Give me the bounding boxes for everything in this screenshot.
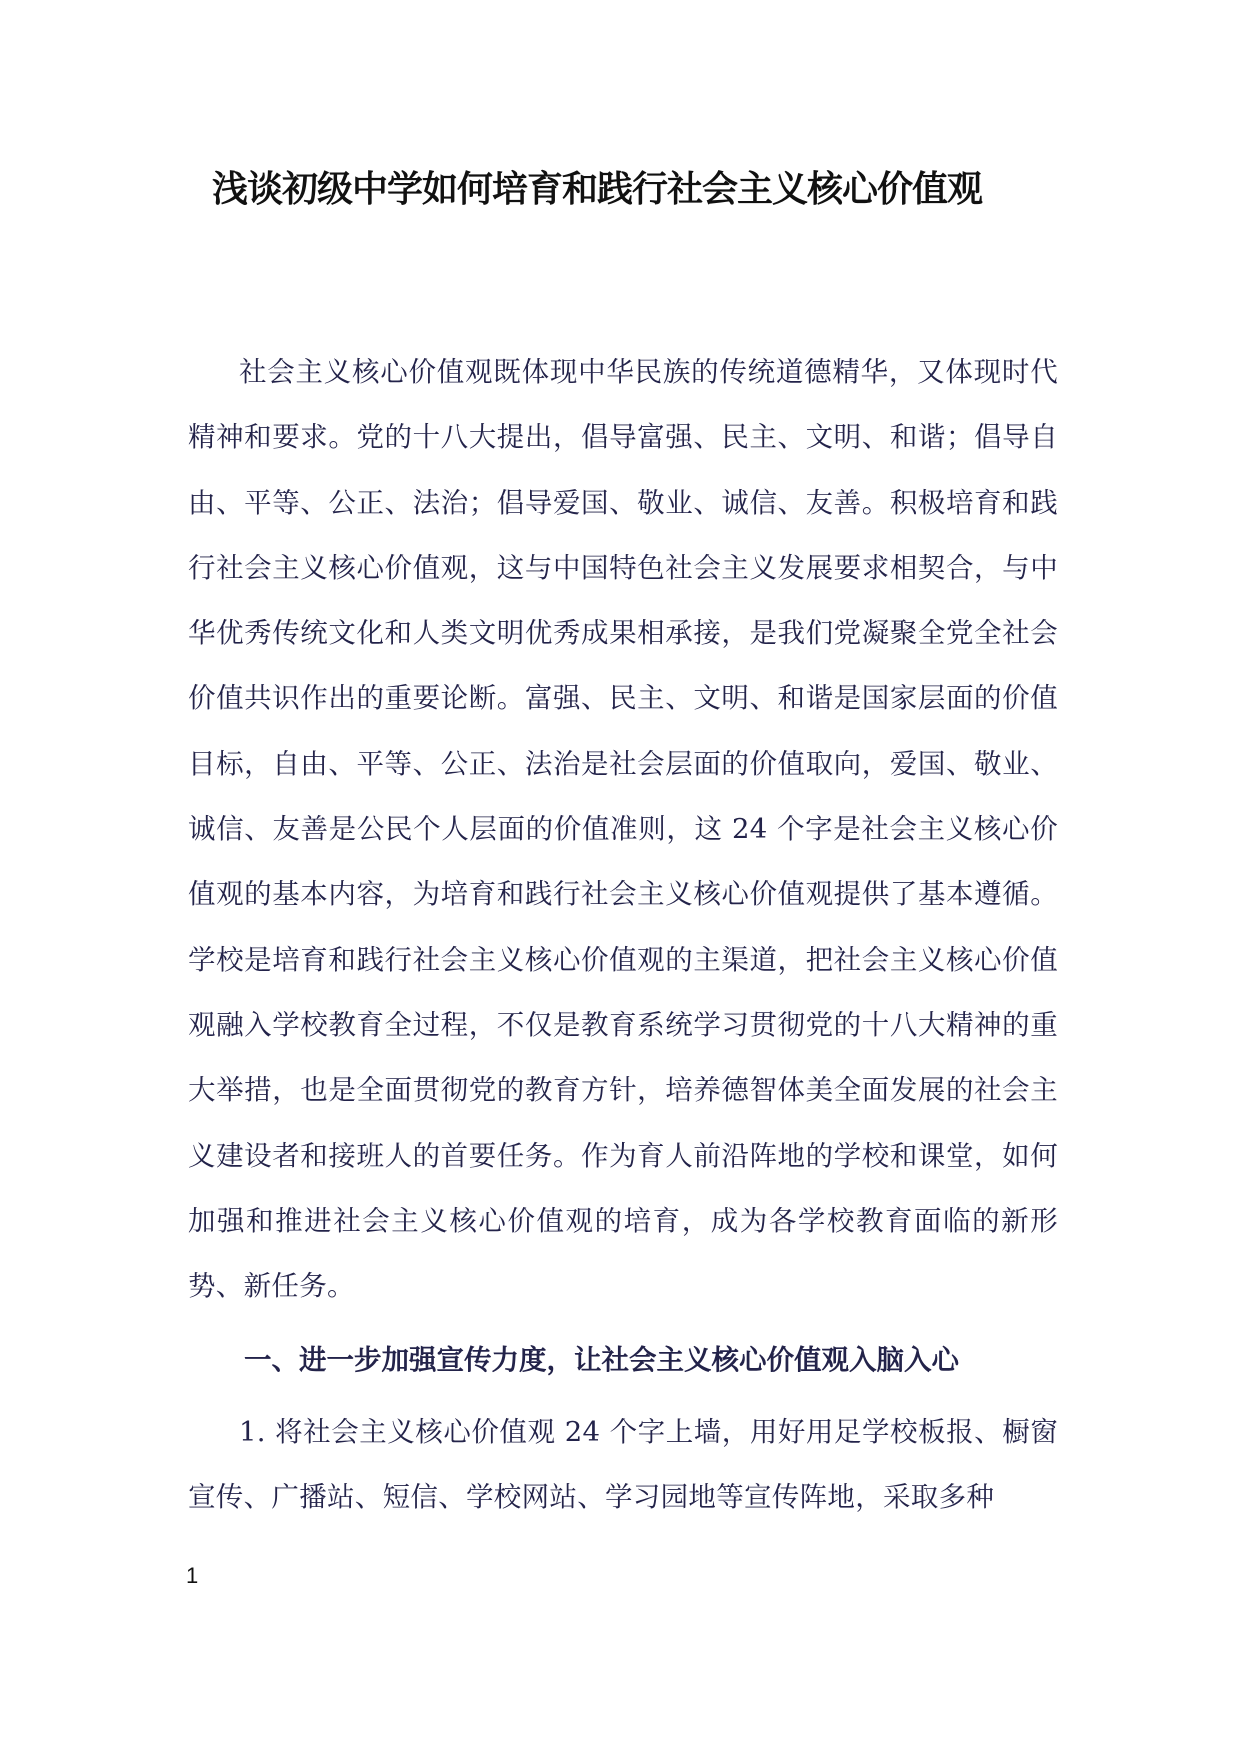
page-number: 1	[186, 1563, 199, 1588]
section-heading: 一、进一步加强宣传力度，让社会主义核心价值观入脑入心	[244, 1344, 959, 1376]
paragraph-intro: 社会主义核心价值观既体现中华民族的传统道德精华，又体现时代精神和要求。党的十八大提出，倡导富强、民主、文明、和谐；倡导自由、平等、公正、法治；倡导爱国、敬业、诚信、友善。积极培育和践行社会主义核心价值观，这与中国特色社会主义发展要求相契合，与中华优秀传统文化和人类文明优秀成果相承接，是我们党凝聚全党全社会价值共识作出的重要论断。富强、民主、文明、和谐是国家层面的价值目标，自由、平等、公正、法治是社会层面的价值取向，爱国、敬业、诚信、友善是公民个人层面的价值准则，这 24 个字是社会主义核心价值观的基本内容，为培育和践行社会主义核心价值观提供了基本遵循。学校是培育和践行社会主义核心价值观的主渠道，把社会主义核心价值观融入学校教育全过程，不仅是教育系统学习贯彻党的十八大精神的重大举措，也是全面贯彻党的教育方针，培养德智体美全面发展的社会主义建设者和接班人的首要任务。作为育人前沿阵地的学校和课堂，如何加强和推进社会主义核心价值观的培育，成为各学校教育面临的新形势、新任务。	[188, 356, 1058, 1303]
paragraph-item-1: 1. 将社会主义核心价值观 24 个字上墙，用好用足学校板报、橱窗宣传、广播站、短信、学校网站、学习园地等宣传阵地，采取多种	[188, 1416, 1058, 1514]
document-title: 浅谈初级中学如何培育和践行社会主义核心价值观	[212, 168, 983, 210]
